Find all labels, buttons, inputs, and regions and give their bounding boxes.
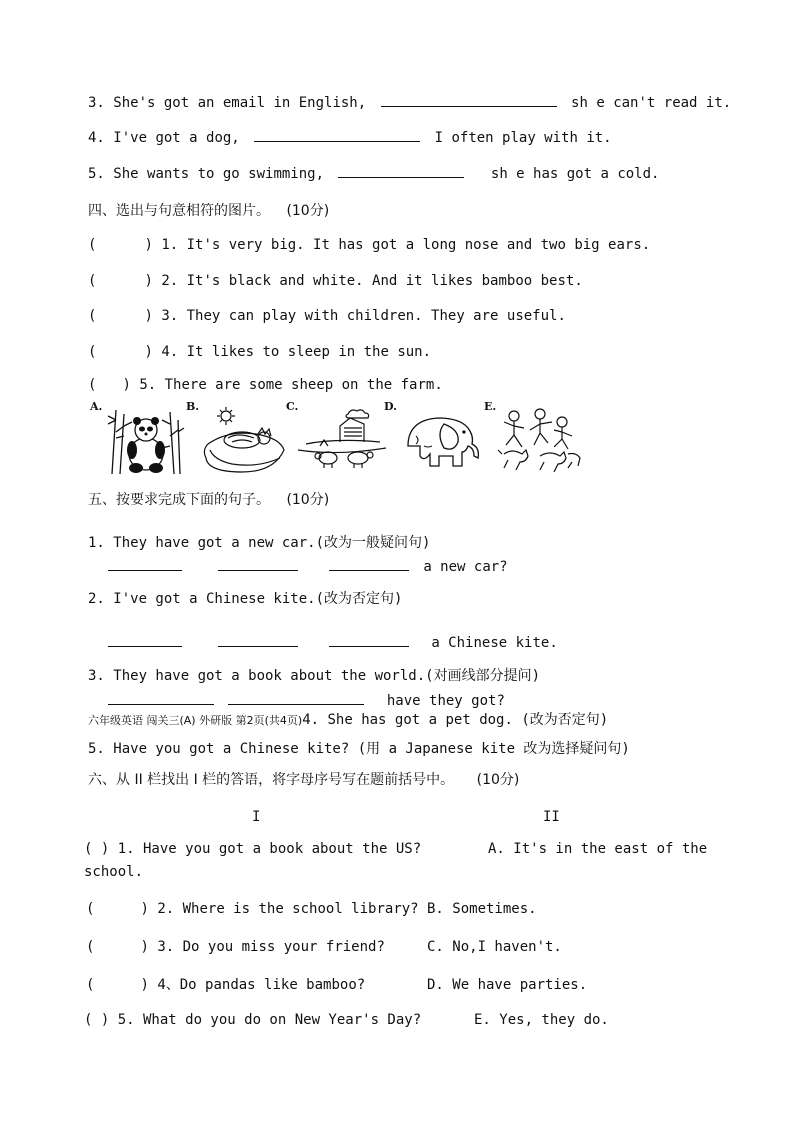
answer-blank[interactable] [108,632,182,647]
s4-item-3 [88,307,566,325]
answer-paren-close: ) [144,344,153,360]
sentence-number: 3. [88,95,105,111]
s5-q3-answer [108,690,505,710]
answer-blank[interactable] [338,163,464,178]
sleeping-cat-sun-icon [196,406,288,476]
section-score: (10分) [286,492,330,508]
picture-d [384,400,484,474]
s4-item-1 [88,236,650,254]
section6-heading [88,771,519,789]
sentence-right: sh e can't read it. [571,95,732,111]
answer-paren-close: ) [122,377,131,393]
s6-answer-d: D. We have parties. [427,977,588,993]
item-text: 2. It's black and white. And it likes bamboo best. [161,273,583,289]
picture-b [186,400,286,474]
section-score: (10分) [286,203,330,219]
section4-heading [88,202,329,220]
s4-item-5 [88,376,443,394]
sentence-3 [88,92,731,112]
column-header-ii: II [543,809,560,825]
s6-row-2 [86,900,419,918]
page-footer: 六年级英语 闯关三(A) 外研版 第2页(共4页) [88,714,303,727]
answer-blank[interactable] [218,556,298,571]
s6-row-3 [86,938,385,956]
answer-blank[interactable] [381,92,557,107]
s5-q2-answer [108,632,558,652]
sheep-farm-icon [296,406,390,476]
s4-item-2 [88,272,583,290]
answer-paren-open: ( [88,237,97,253]
panda-icon [100,406,186,476]
picture-label: B. [186,400,200,413]
answer-tail: a new car? [423,559,508,575]
picture-label: D. [384,400,397,413]
answer-paren-open: ( [86,901,95,917]
s5-q4-prompt: 4. She has got a pet dog. (改为否定句) [302,712,609,728]
answer-paren-close: ) [140,939,149,955]
item-text: 4. It likes to sleep in the sun. [161,344,432,360]
answer-tail: a Chinese kite. [431,635,558,651]
s6-row-4 [86,976,365,994]
sentence-4 [88,127,612,147]
sentence-left: She wants to go swimming, [113,166,325,182]
answer-paren-open: ( [88,308,97,324]
answer-blank[interactable] [228,690,364,705]
answer-blank[interactable] [329,556,409,571]
s6-answer-e: E. Yes, they do. [474,1012,609,1028]
answer-blank[interactable] [108,556,182,571]
answer-blank[interactable] [254,127,420,142]
s4-item-4 [88,343,431,361]
answer-tail: have they got? [386,693,505,709]
sentence-number: 4. [88,130,105,146]
column-header-i: I [252,809,261,825]
sentence-right: sh e has got a cold. [490,166,660,182]
picture-label: A. [90,400,103,413]
s5-q3-prompt: 3. They have got a book about the world.(对画线部分提问) [88,668,541,684]
answer-paren-close: ) [144,237,153,253]
s5-q4-line [88,711,608,730]
answer-blank[interactable] [218,632,298,647]
answer-paren-close: ) [144,273,153,289]
row-question: 2. Where is the school library? [157,901,419,917]
s6-q1-question: ( ) 1. Have you got a book about the US? [84,841,422,857]
section-title: 四、选出与句意相符的图片。 [88,203,270,219]
item-text: 1. It's very big. It has got a long nose and two big ears. [161,237,651,253]
answer-blank[interactable] [329,632,409,647]
dogs-playing-children-icon [494,406,584,476]
sentence-right: I often play with it. [434,130,612,146]
picture-label: C. [286,400,299,413]
s6-answer-c: C. No,I haven't. [427,939,562,955]
section-title: 六、从 II 栏找出 I 栏的答语，将字母序号写在题前括号中。 [88,772,455,788]
answer-paren-open: ( [86,977,95,993]
sentence-5 [88,163,659,183]
sentence-left: She's got an email in English, [113,95,367,111]
sentence-left: I've got a dog, [113,130,240,146]
section-title: 五、按要求完成下面的句子。 [88,492,270,508]
answer-paren-close: ) [140,977,149,993]
s5-q1-prompt: 1. They have got a new car.(改为一般疑问句) [88,535,431,551]
sentence-number: 5. [88,166,105,182]
s6-answer-b: B. Sometimes. [427,901,537,917]
elephant-icon [394,406,486,476]
s6-q1-answer-a: A. It's in the east of the [488,841,708,857]
s5-q5-prompt: 5. Have you got a Chinese kite? (用 a Japanese kite 改为选择疑问句) [88,741,630,757]
row-question: 4、Do pandas like bamboo? [157,977,366,993]
answer-paren-open: ( [88,344,97,360]
row-question: 3. Do you miss your friend? [157,939,385,955]
answer-blank[interactable] [108,690,214,705]
answer-paren-close: ) [140,901,149,917]
answer-paren-open: ( [88,377,97,393]
section5-heading [88,491,329,509]
s6-q1-wrap: school. [84,864,144,880]
picture-e [484,400,584,474]
picture-c [286,400,390,474]
answer-paren-open: ( [88,273,97,289]
section-score: (10分) [476,772,520,788]
picture-label: E. [484,400,497,413]
s5-q2-prompt: 2. I've got a Chinese kite.(改为否定句) [88,591,403,607]
item-text: 3. They can play with children. They are useful. [161,308,566,324]
s6-q5-question: ( ) 5. What do you do on New Year's Day? [84,1012,422,1028]
picture-a [90,400,186,474]
item-text: 5. There are some sheep on the farm. [139,377,443,393]
answer-paren-close: ) [144,308,153,324]
answer-paren-open: ( [86,939,95,955]
s5-q1-answer [108,556,508,576]
